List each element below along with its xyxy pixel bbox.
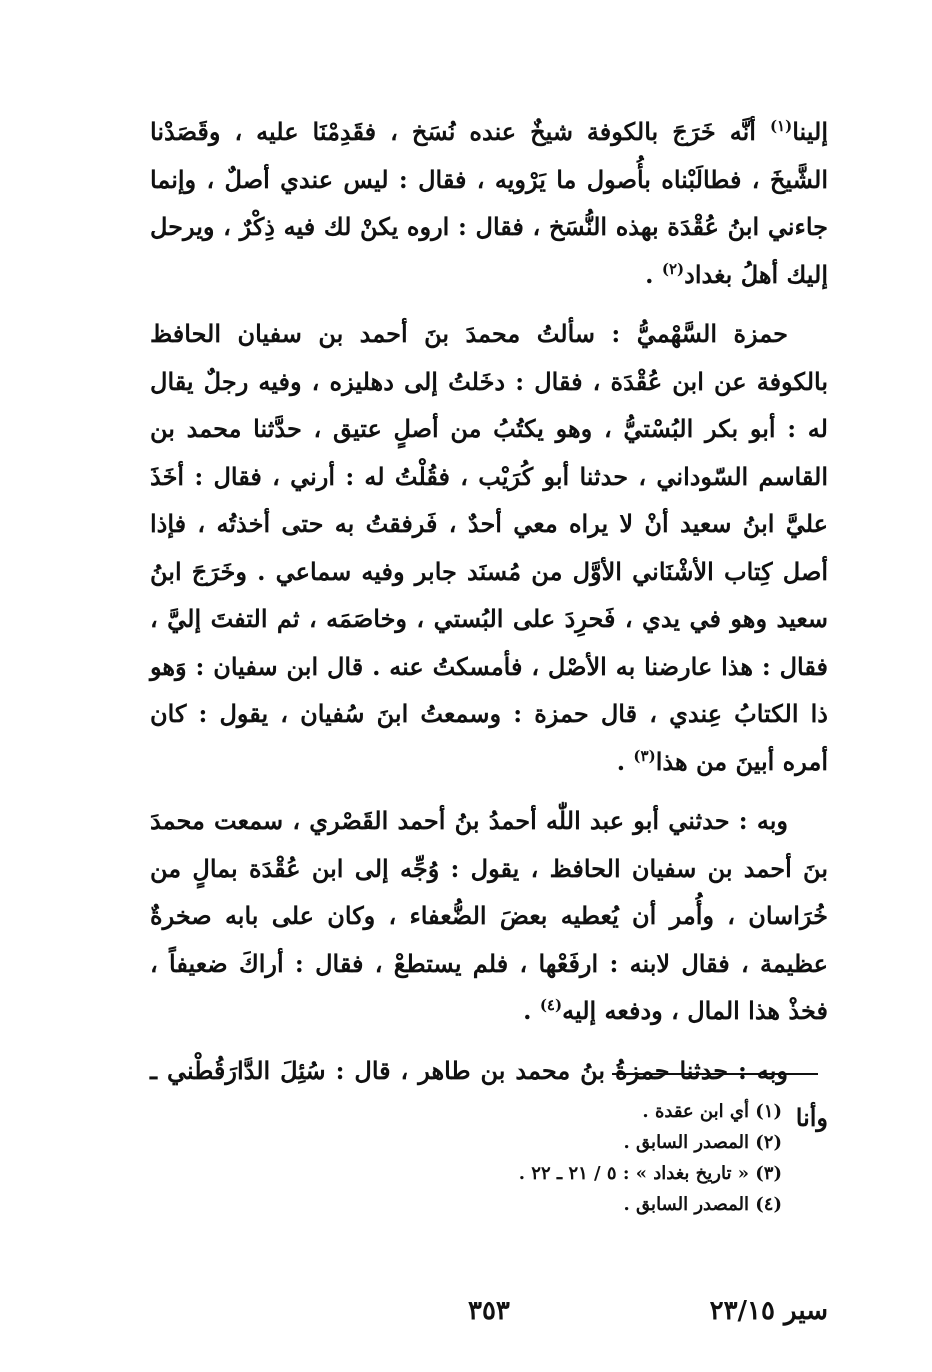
paragraph-text: .: [645, 259, 662, 289]
footnote-2: (٢) المصدر السابق .: [623, 1132, 782, 1153]
footnote-divider: [612, 1073, 818, 1075]
footnote-ref-4: (٤): [539, 996, 563, 1014]
page-footer: [150, 1296, 828, 1336]
footnote-ref-2: (٢): [661, 259, 685, 278]
paragraph-text: أنَّه خَرَجَ بالكوفة شيخٌ عنده نُسَخ ، فقَدِمْنَا عليه ، وقَصَدْنا الشَّيخَ ، فطالَبْناه بأُصول ما يَرْويه ، فقال : ليس عندي أصلٌ ، وإنما جاءني ابنُ عُقْدَة بهذه النُّسَخ ، فقال : اروه يكنْ لك فيه ذِكْرٌ ، ويرحل إليك أهلُ بغداد: [150, 117, 828, 289]
paragraph-3: [150, 797, 828, 1035]
paragraph-text: .: [616, 746, 634, 776]
paragraph-text: حمزة السَّهْميُّ : سألتُ محمدَ بنَ أحمد بن سفيان الحافظ بالكوفة عن ابن عُقْدَة ، فقال : دخَلتُ إلى دهليزه ، وفيه رجلٌ يقال له : أبو بكر البُسْتيُّ ، وهو يكتُبُ من أصلٍ عتيق ، حدَّثنا محمد بن القاسم السّوداني ، حدثنا أبو كُرَيْب ، فقُلْتُ له : أرني ، فقال : أخَذَ عليَّ ابنُ سعيد أنْ لا يراه معي أحدٌ ، فَرفقتُ به حتى أخذتُه ، فإذا أصل كِتاب الأشْنَاني الأوَّل من مُسنَد جابر وفيه سماعي . وخَرَجَ ابنُ سعيد وهو في يدي ، فَحرِدَ على البُستي ، وخاصَمَه ، ثم التفتَ إليَّ ، فقال : هذا عارضنا به الأصْل ، فأمسكتُ عنه . قال ابن سفيان : وَهو ذا الكتابُ عِندي ، قال حمزة : وسمعتُ ابنَ سُفيان ، يقول : كان أمره أبينَ من هذا: [150, 319, 828, 776]
running-head: سير ٢٣/١٥: [709, 1296, 828, 1326]
paragraph-1: [150, 108, 828, 298]
paragraph-text: .: [523, 996, 540, 1025]
paragraph-text: إلينا: [792, 117, 828, 146]
paragraph-text: وبه : حدثني أبو عبد اللّٰه أحمدُ بنُ أحمد القَصْري ، سمعت محمدَ بنَ أحمد بن سفيان الحافظ ، يقول : وُجِّه إلى ابن عُقْدَة بمالٍ من خُرَاسان ، وأُمر أن يُعطيه بعضَ الضُّعفاء ، وكان على بابه صخرةٌ عظيمة ، فقال لابنه : ارفَعْها ، فلم يستطعْ ، فقال : أراكَ ضعيفاً ، فخذْ هذا المال ، ودفعه إليه: [150, 806, 828, 1025]
paragraph-4: وبه : حدثنا حمزةُ بنُ محمد بن طاهر ، قال : سُئِلَ الدَّارَقُطْني ـ وأنا: [150, 1055, 828, 1132]
page-number: ٣٥٣: [468, 1296, 510, 1326]
footnotes: [282, 1096, 782, 1220]
main-text: [150, 108, 828, 1142]
footnote-ref-1: (١): [769, 117, 793, 135]
paragraph-2: [150, 310, 828, 785]
footnote-4: (٤) المصدر السابق .: [623, 1194, 782, 1215]
footnote-1: (١) أي ابن عقدة .: [642, 1101, 782, 1122]
footnote-ref-3: (٣): [633, 746, 656, 765]
footnote-3: (٣) « تاريخ بغداد » : ٥ / ٢١ ـ ٢٢ .: [518, 1163, 782, 1184]
